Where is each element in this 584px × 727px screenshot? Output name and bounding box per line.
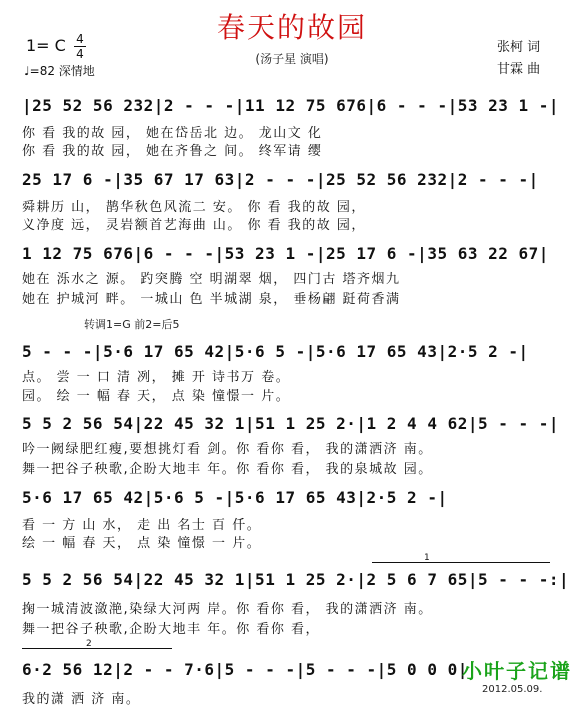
notation-line-8: 6·2 56 12|2 - - 7·6|5 - - -|5 - - -|5 0 0 0| [22, 660, 468, 679]
notation-line-4: 5 - - -|5·6 17 65 42|5·6 5 -|5·6 17 65 43|2·5 2 -| [22, 342, 529, 361]
time-signature-top: 4 [76, 32, 84, 46]
notation-line-3: 1 12 75 676|6 - - -|53 23 1 -|25 17 6 -|35 63 22 67| [22, 244, 549, 263]
lyric-line-1b: 你 看 我的故 园， 她在齐鲁之 间。 终军请 缨 [22, 144, 323, 159]
notation-line-5: 5 5 2 56 54|22 45 32 1|51 1 25 2·|1 2 4 4 62|5 - - -| [22, 414, 560, 433]
lyric-line-8: 我的潇 洒 济 南。 [22, 692, 141, 707]
first-ending-bracket [372, 562, 550, 563]
lyric-line-2b: 义净度 远， 灵岩额首艺海曲 山。 你 看 我的故 园， [22, 218, 366, 233]
transcription-date: 2012.05.09. [482, 684, 543, 695]
lyric-line-3a: 她在 泺水之 源。 趵突腾 空 明湖翠 烟， 四门古 塔齐烟九 [22, 272, 401, 287]
notation-line-1: |25 52 56 232|2 - - -|11 12 75 676|6 - - -|53 23 1 -| [22, 96, 560, 115]
lyricist-credit: 张柯 词 [497, 40, 541, 55]
lyric-line-5a: 吟一阙绿肥红瘦,要想挑灯看 剑。你 看你 看， 我的潇洒济 南。 [22, 442, 433, 457]
lyric-line-3b: 她在 护城河 畔。 一城山 色 半城湖 泉， 垂杨翩 跹荷香满 [22, 292, 401, 307]
song-title: 春天的故园 [216, 11, 367, 44]
lyric-line-4b: 园。 绘 一 幅 春 天， 点 染 憧憬一 片。 [22, 389, 291, 404]
modulation-note: 转调1=G 前2=后5 [84, 318, 180, 331]
tempo-marking: ♩=82 深情地 [24, 64, 95, 78]
lyric-line-6b: 绘 一 幅 春 天， 点 染 憧憬 一 片。 [22, 536, 262, 551]
notation-line-7: 5 5 2 56 54|22 45 32 1|51 1 25 2·|2 5 6 7 65|5 - - -:| [22, 570, 570, 589]
lyric-line-6a: 看 一 方 山 水， 走 出 名士 百 仟。 [22, 518, 262, 533]
lyric-line-7b: 舞一把谷子秧歌,企盼大地丰 年。你 看你 看， [22, 622, 321, 637]
performer-subtitle: (汤子星 演唱) [255, 52, 329, 66]
composer-credit: 甘霖 曲 [497, 62, 541, 77]
time-signature [74, 33, 86, 60]
notation-line-2: 25 17 6 -|35 67 17 63|2 - - -|25 52 56 232|2 - - -| [22, 170, 539, 189]
transcriber-stamp: 小叶子记谱 [462, 659, 572, 683]
second-ending-number: 2 [86, 639, 92, 649]
lyric-line-2a: 舜耕历 山， 鹊华秋色风流二 安。 你 看 我的故 园， [22, 200, 366, 215]
notation-line-6: 5·6 17 65 42|5·6 5 -|5·6 17 65 43|2·5 2 -| [22, 488, 448, 507]
lyric-line-5b: 舞一把谷子秧歌,企盼大地丰 年。你 看你 看， 我的泉城故 园。 [22, 462, 433, 477]
lyric-line-4a: 点。 尝 一 口 清 冽， 摊 开 诗书万 卷。 [22, 370, 291, 385]
lyric-line-1a: 你 看 我的故 园， 她在岱岳北 边。 龙山文 化 [22, 126, 323, 141]
second-ending-bracket [22, 648, 172, 649]
lyric-line-7a: 掬一城清波潋滟,染绿大河两 岸。你 看你 看， 我的潇洒济 南。 [22, 602, 433, 617]
time-signature-bottom: 4 [76, 47, 84, 61]
key-signature: 1= C [26, 36, 66, 55]
first-ending-number: 1 [424, 553, 430, 563]
